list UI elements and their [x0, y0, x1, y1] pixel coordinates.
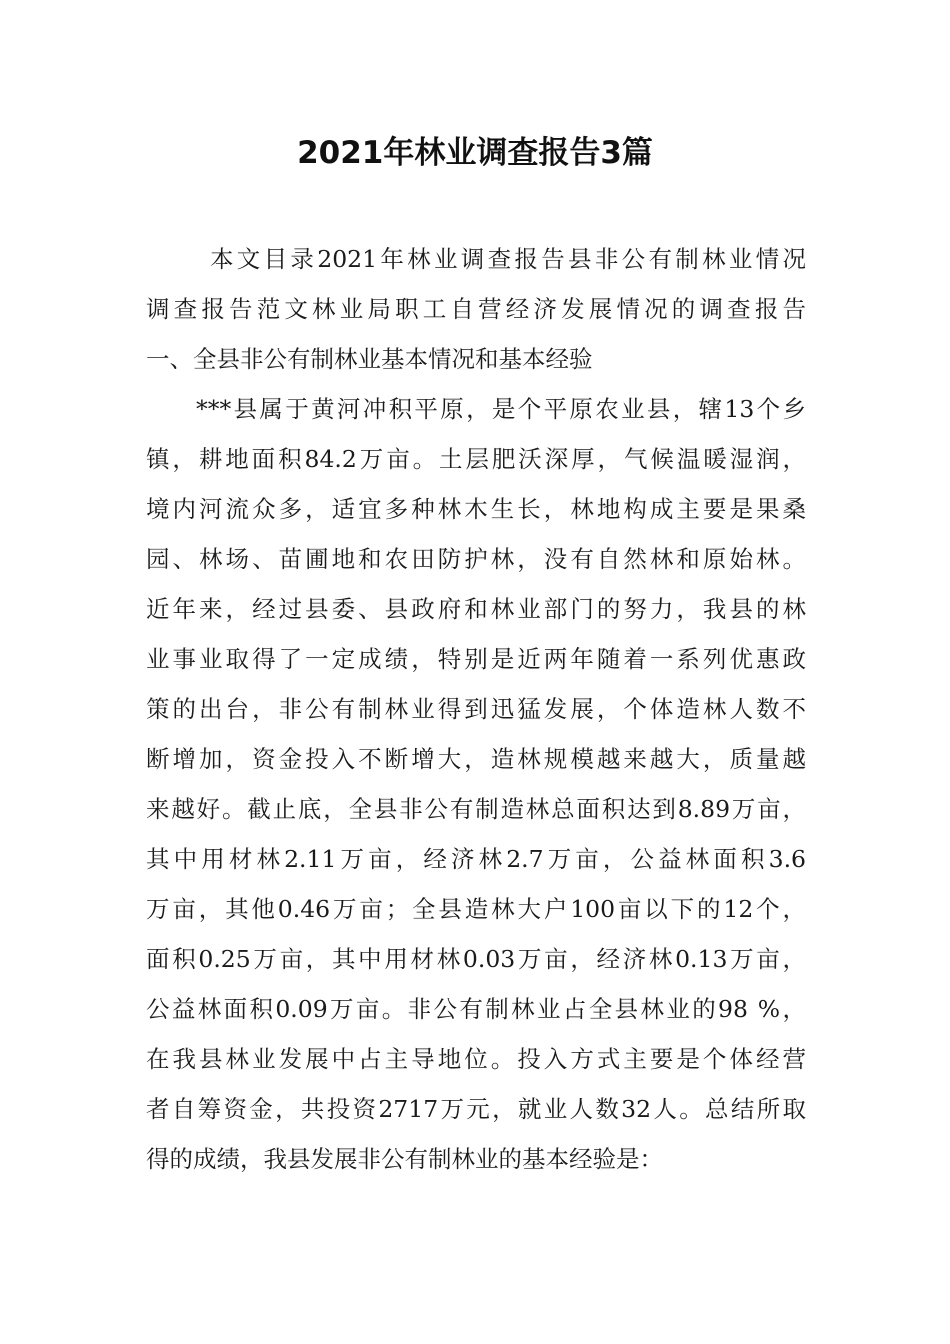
- paragraph-2-line-16: 得的成绩，我县发展非公有制林业的基本经验是：: [146, 1145, 663, 1173]
- paragraph-2-line-9: 来越好。截止底，全县非公有制造林总面积达到8.89万亩，: [146, 795, 806, 823]
- paragraph-2-line-7: 策的出台，非公有制林业得到迅猛发展，个体造林人数不: [146, 695, 806, 723]
- paragraph-2-line-4: 园、林场、苗圃地和农田防护林，没有自然林和原始林。: [146, 545, 806, 573]
- paragraph-2-line-8: 断增加，资金投入不断增大，造林规模越来越大，质量越: [146, 745, 806, 773]
- paragraph-1-line-1: 本文目录2021年林业调查报告县非公有制林业情况: [210, 245, 806, 273]
- paragraph-2-line-13: 公益林面积0.09万亩。非公有制林业占全县林业的98 %，: [146, 995, 806, 1023]
- paragraph-2-line-5: 近年来，经过县委、县政府和林业部门的努力，我县的林: [146, 595, 806, 623]
- paragraph-2-line-10: 其中用材林2.11万亩，经济林2.7万亩，公益林面积3.6: [146, 845, 806, 873]
- paragraph-2-line-3: 境内河流众多，适宜多种林木生长，林地构成主要是果桑: [146, 495, 806, 523]
- paragraph-1-line-3: 一、全县非公有制林业基本情况和基本经验: [146, 345, 593, 373]
- paragraph-2-line-11: 万亩，其他0.46万亩；全县造林大户100亩以下的12个，: [146, 895, 806, 923]
- paragraph-2-line-1: ***县属于黄河冲积平原，是个平原农业县，辖13个乡: [196, 395, 806, 423]
- paragraph-2-line-12: 面积0.25万亩，其中用材林0.03万亩，经济林0.13万亩，: [146, 945, 806, 973]
- paragraph-2-line-2: 镇，耕地面积84.2万亩。土层肥沃深厚，气候温暖湿润，: [146, 445, 806, 473]
- document-title: 2021年林业调查报告3篇: [297, 135, 653, 171]
- paragraph-1-line-2: 调查报告范文林业局职工自营经济发展情况的调查报告: [146, 295, 806, 323]
- paragraph-2-line-14: 在我县林业发展中占主导地位。投入方式主要是个体经营: [146, 1045, 806, 1073]
- paragraph-2-line-15: 者自筹资金，共投资2717万元，就业人数32人。总结所取: [146, 1095, 806, 1123]
- paragraph-2-line-6: 业事业取得了一定成绩，特别是近两年随着一系列优惠政: [146, 645, 806, 673]
